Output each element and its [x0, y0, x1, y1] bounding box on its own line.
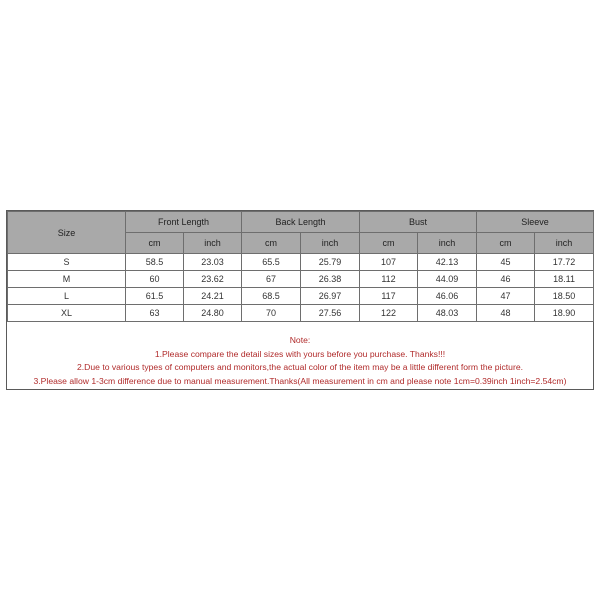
value-cell: 24.21 [184, 288, 242, 305]
value-cell: 67 [242, 271, 301, 288]
unit-inch-header: inch [535, 233, 594, 254]
value-cell: 24.80 [184, 305, 242, 322]
notes-title: Note: [289, 335, 311, 345]
value-cell: 46.06 [418, 288, 477, 305]
unit-inch-header: inch [418, 233, 477, 254]
unit-cm-header: cm [360, 233, 418, 254]
value-cell: 47 [477, 288, 535, 305]
table-row [8, 271, 594, 288]
value-cell: 60 [126, 271, 184, 288]
value-cell: 58.5 [126, 254, 184, 271]
header-row-groups [8, 212, 594, 233]
value-cell: 107 [360, 254, 418, 271]
unit-inch-header: inch [301, 233, 360, 254]
value-cell: 23.03 [184, 254, 242, 271]
size-cell: XL [8, 305, 126, 322]
value-cell: 45 [477, 254, 535, 271]
value-cell: 65.5 [242, 254, 301, 271]
note-line-3: 3.Please allow 1-3cm difference due to manual measurement.Thanks(All measurement in cm and please note 1cm=0.39inch 1inch=2.54cm) [33, 375, 567, 386]
value-cell: 18.90 [535, 305, 594, 322]
value-cell: 44.09 [418, 271, 477, 288]
note-line-1: 1.Please compare the detail sizes with yours before you purchase. Thanks!!! [154, 348, 446, 359]
size-table [7, 211, 594, 322]
value-cell: 63 [126, 305, 184, 322]
note-line-2: 2.Due to various types of computers and monitors,the actual color of the item may be a little different form the picture. [77, 362, 523, 372]
size-chart [6, 210, 594, 390]
value-cell: 18.11 [535, 271, 594, 288]
value-cell: 23.62 [184, 271, 242, 288]
table-row [8, 254, 594, 271]
back-length-header: Back Length [242, 212, 360, 233]
unit-cm-header: cm [126, 233, 184, 254]
size-column-header: Size [8, 212, 126, 254]
value-cell: 112 [360, 271, 418, 288]
front-length-header: Front Length [126, 212, 242, 233]
table-row [8, 305, 594, 322]
value-cell: 26.38 [301, 271, 360, 288]
table-row [8, 288, 594, 305]
value-cell: 117 [360, 288, 418, 305]
value-cell: 42.13 [418, 254, 477, 271]
value-cell: 48.03 [418, 305, 477, 322]
notes-section [7, 322, 593, 388]
sleeve-header: Sleeve [477, 212, 594, 233]
size-cell: L [8, 288, 126, 305]
value-cell: 48 [477, 305, 535, 322]
unit-cm-header: cm [242, 233, 301, 254]
value-cell: 70 [242, 305, 301, 322]
bust-header: Bust [360, 212, 477, 233]
size-cell: M [8, 271, 126, 288]
value-cell: 122 [360, 305, 418, 322]
value-cell: 27.56 [301, 305, 360, 322]
unit-inch-header: inch [184, 233, 242, 254]
unit-cm-header: cm [477, 233, 535, 254]
value-cell: 18.50 [535, 288, 594, 305]
value-cell: 46 [477, 271, 535, 288]
value-cell: 25.79 [301, 254, 360, 271]
size-cell: S [8, 254, 126, 271]
value-cell: 61.5 [126, 288, 184, 305]
value-cell: 26.97 [301, 288, 360, 305]
value-cell: 68.5 [242, 288, 301, 305]
value-cell: 17.72 [535, 254, 594, 271]
